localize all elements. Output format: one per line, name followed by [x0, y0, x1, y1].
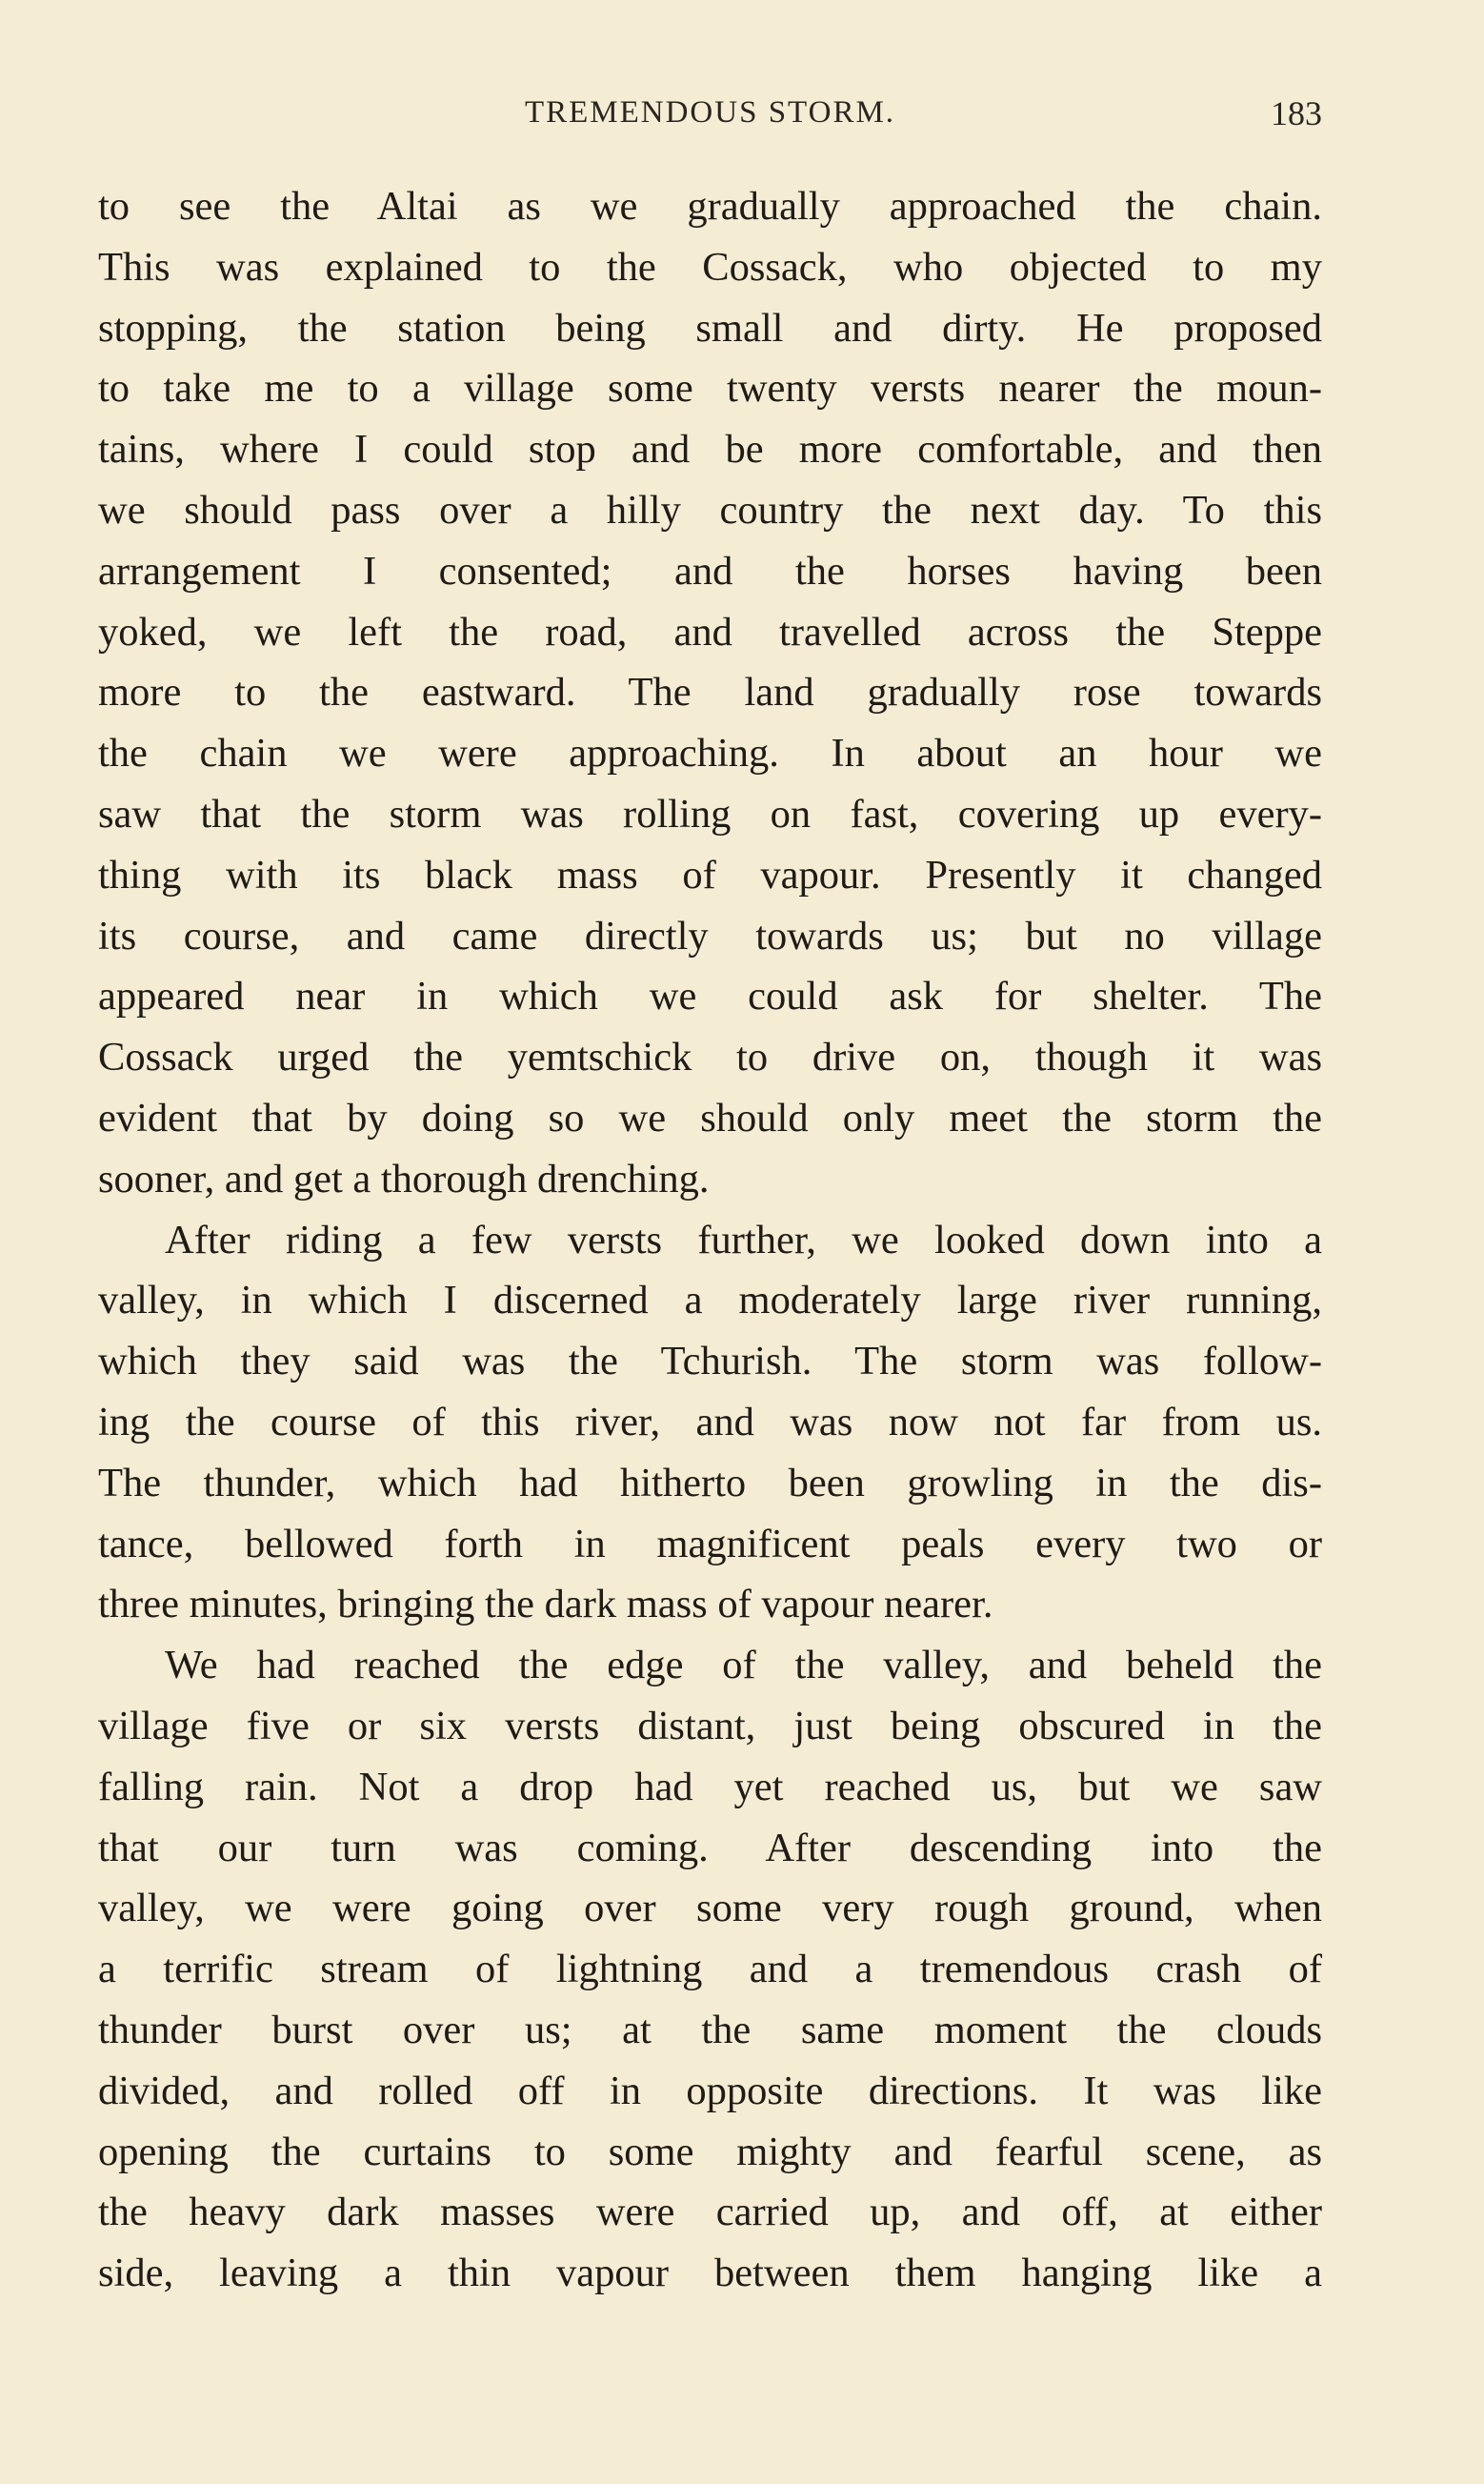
- text-line: arrangement I consented; and the horses having been: [98, 548, 1322, 594]
- text-line: yoked, we left the road, and travelled across the Steppe: [98, 609, 1322, 655]
- text-line: The thunder, which had hitherto been growling in the dis-: [98, 1460, 1322, 1505]
- text-line: that our turn was coming. After descending into the: [98, 1825, 1322, 1870]
- text-line: sooner, and get a thorough drenching.: [98, 1156, 710, 1202]
- text-line: we should pass over a hilly country the next day. To this: [98, 487, 1322, 533]
- text-line: to take me to a village some twenty versts nearer the moun-: [98, 366, 1322, 412]
- text-line: which they said was the Tchurish. The storm was follow-: [98, 1339, 1322, 1384]
- text-line: the chain we were approaching. In about an hour we: [98, 731, 1322, 777]
- text-line: valley, we were going over some very rough ground, when: [98, 1886, 1322, 1931]
- text-line: After riding a few versts further, we looked down into a: [165, 1217, 1322, 1262]
- text-line: divided, and rolled off in opposite directions. It was like: [98, 2068, 1322, 2113]
- text-line: stopping, the station being small and dirty. He proposed: [98, 305, 1322, 351]
- body-text: [98, 176, 1322, 2304]
- text-line: its course, and came directly towards us; but no village: [98, 913, 1322, 959]
- text-line: valley, in which I discerned a moderately large river running,: [98, 1278, 1322, 1323]
- text-line: tance, bellowed forth in magnificent peals every two or: [98, 1521, 1322, 1566]
- running-head: TREMENDOUS STORM.: [524, 95, 896, 130]
- text-line: three minutes, bringing the dark mass of vapour nearer.: [98, 1582, 993, 1627]
- text-line: saw that the storm was rolling on fast, covering up every-: [98, 791, 1322, 837]
- text-line: village five or six versts distant, just being obscured in the: [98, 1703, 1322, 1748]
- text-line: tains, where I could stop and be more comfortable, and then: [98, 427, 1322, 473]
- page-header: [98, 90, 1322, 135]
- text-line: more to the eastward. The land gradually rose towards: [98, 670, 1322, 716]
- text-line: the heavy dark masses were carried up, and off, at either: [98, 2190, 1322, 2235]
- text-line: Cossack urged the yemtschick to drive on, though it was: [98, 1035, 1322, 1080]
- page-number: 183: [1271, 94, 1322, 132]
- text-line: thunder burst over us; at the same moment the clouds: [98, 2007, 1322, 2052]
- text-line: ing the course of this river, and was now not far from us.: [98, 1399, 1322, 1444]
- text-line: This was explained to the Cossack, who objected to my: [98, 244, 1322, 290]
- text-line: falling rain. Not a drop had yet reached us, but we saw: [98, 1764, 1322, 1809]
- text-line: evident that by doing so we should only meet the storm the: [98, 1095, 1322, 1141]
- text-line: side, leaving a thin vapour between them hanging like a: [98, 2251, 1322, 2296]
- text-line: to see the Altai as we gradually approached the chain.: [98, 184, 1322, 229]
- text-line: We had reached the edge of the valley, and beheld the: [165, 1643, 1322, 1688]
- text-line: a terrific stream of lightning and a tremendous crash of: [98, 1947, 1322, 1992]
- text-line: thing with its black mass of vapour. Presently it changed: [98, 852, 1322, 898]
- text-line: appeared near in which we could ask for shelter. The: [98, 974, 1322, 1020]
- text-line: opening the curtains to some mighty and fearful scene, as: [98, 2129, 1322, 2174]
